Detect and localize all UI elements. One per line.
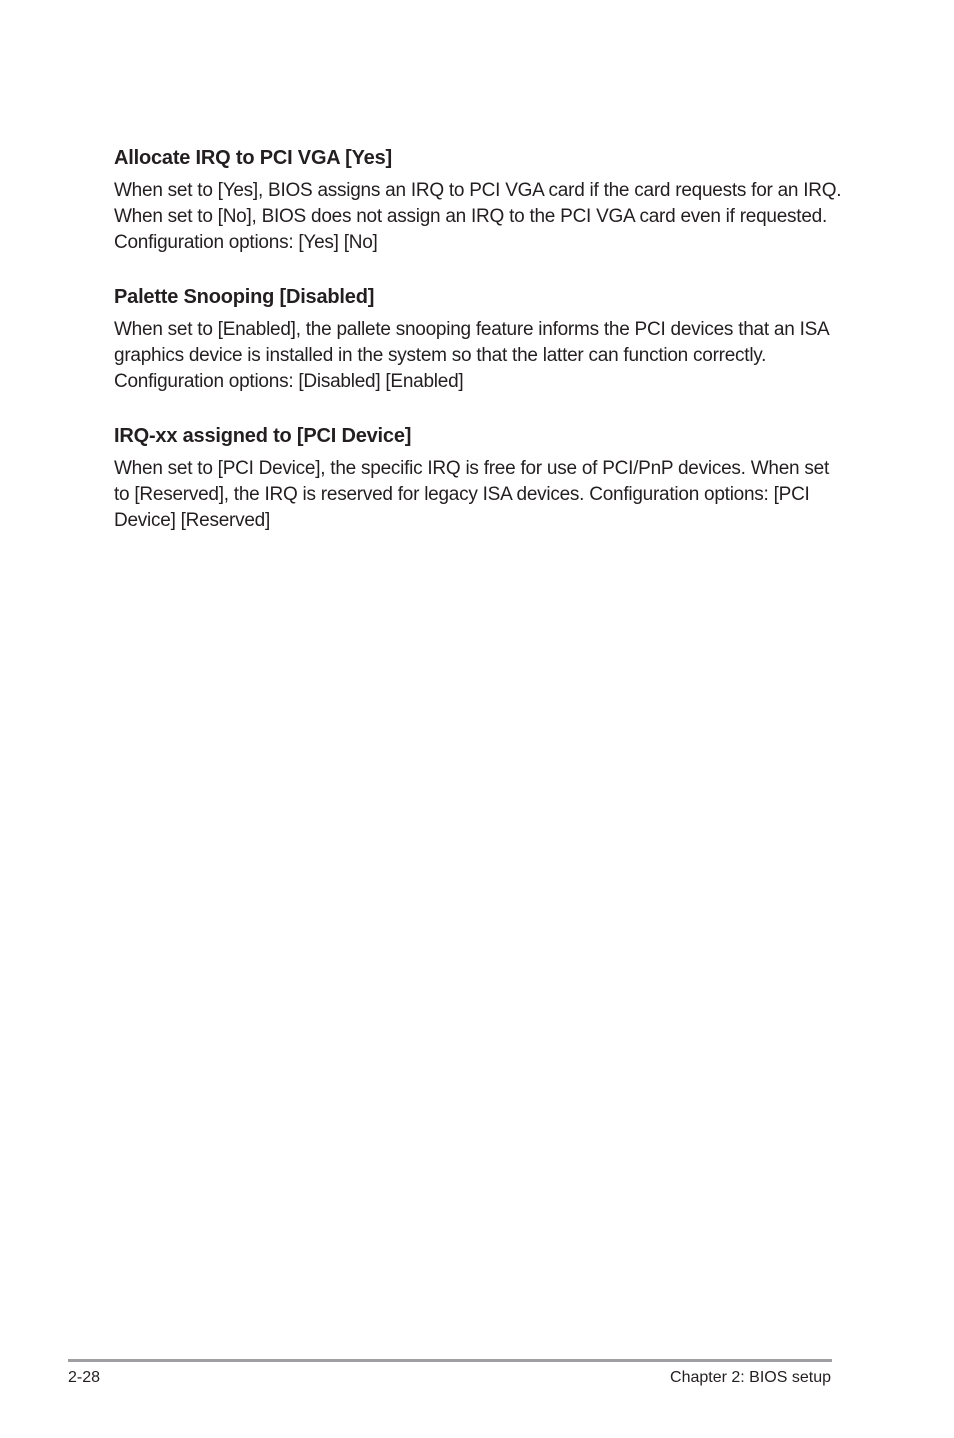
section-body: When set to [Enabled], the pallete snooping feature informs the PCI devices that an ISA graphics device is installed in the system so that the latter can function correctly. Configuration options: [Disabled] [Enabled] xyxy=(114,319,829,392)
footer-divider xyxy=(68,1359,832,1362)
section-irq-assigned xyxy=(114,422,844,534)
section-body: When set to [Yes], BIOS assigns an IRQ to PCI VGA card if the card requests for an IRQ. When set to [No], BIOS does not assign an IRQ to the PCI VGA card even if requested. Configuration options: [Yes] [No] xyxy=(114,180,842,253)
chapter-title: Chapter 2: BIOS setup xyxy=(670,1369,831,1386)
section-heading: Allocate IRQ to PCI VGA [Yes] xyxy=(114,147,392,169)
document-content xyxy=(114,144,844,561)
section-heading: Palette Snooping [Disabled] xyxy=(114,286,375,308)
section-palette-snooping xyxy=(114,283,844,395)
section-body: When set to [PCI Device], the specific IRQ is free for use of PCI/PnP devices. When set to [Reserved], the IRQ is reserved for legacy ISA devices. Configuration options: [PCI Device] [Reserved] xyxy=(114,458,829,531)
section-heading: IRQ-xx assigned to [PCI Device] xyxy=(114,425,412,447)
section-allocate-irq xyxy=(114,144,844,256)
page-number: 2-28 xyxy=(68,1369,101,1386)
